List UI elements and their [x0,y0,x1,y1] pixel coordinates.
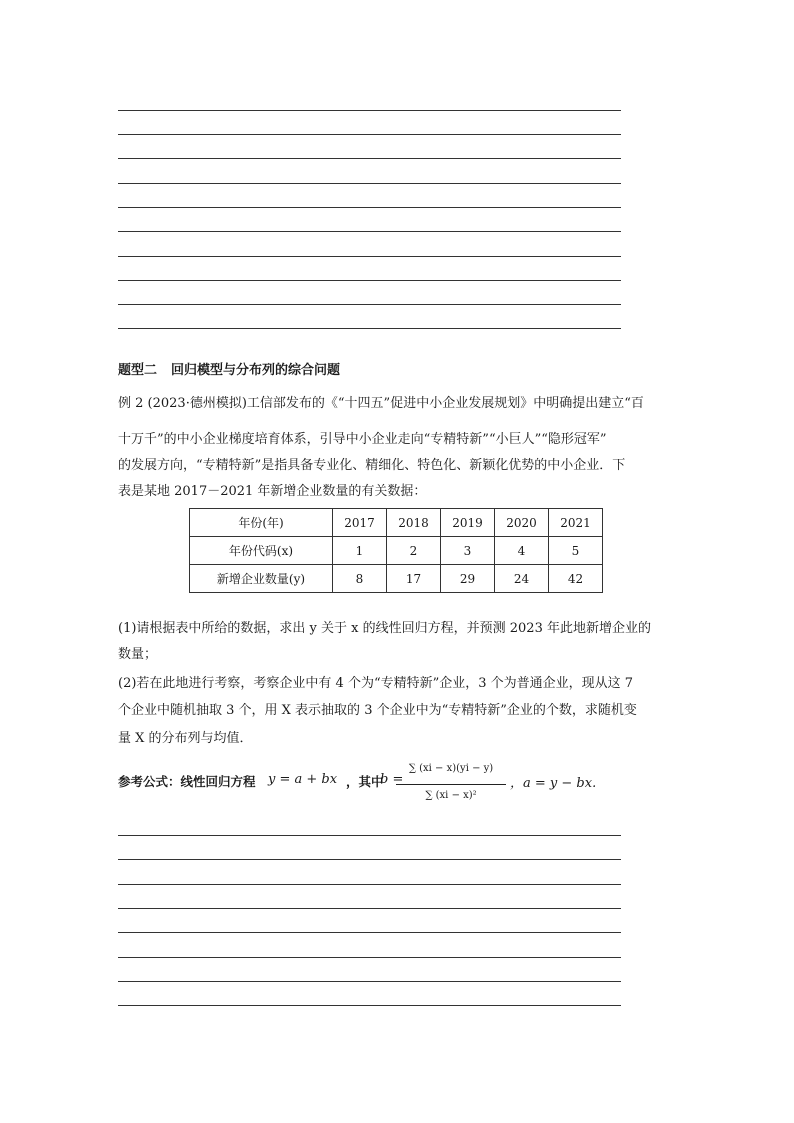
answer-line [118,1005,621,1006]
answer-line [118,183,621,184]
answer-line [118,304,621,305]
row-header-count: 新增企业数量(y) [190,565,333,593]
answer-line [118,207,621,208]
answer-line [118,231,621,232]
example-line-4: 表是某地 2017－2021 年新增企业数量的有关数据： [118,484,427,499]
table-cell: 8 [333,565,387,593]
question-1-line-2: 数量； [118,647,158,662]
section-label: 题型二 [118,363,158,378]
table-cell: 2021 [549,509,603,537]
table-row-count [190,565,603,593]
answer-line [118,932,621,933]
question-1-line-1: (1)请根据表中所给的数据，求出 y 关于 x 的线性回归方程，并预测 2023 年此地新增企业的 [118,621,651,636]
table-cell: 4 [495,537,549,565]
fraction-numerator: ∑ (xi − x)(yi − y) [396,758,506,785]
question-2-line-3: 量 X 的分布列与均值． [118,731,253,746]
table-cell: 1 [333,537,387,565]
fraction-denominator: ∑ (xi − x)² [425,790,477,801]
example-line-2: 十万千”的中小企业梯度培育体系，引导中小企业走向“专精特新”“小巨人”“隐形冠军” [118,432,607,447]
table-cell: 2 [387,537,441,565]
section-title [118,359,340,378]
table-cell: 24 [495,565,549,593]
answer-line [118,256,621,257]
b-hat-lhs: b = [380,772,404,787]
answer-line [118,134,621,135]
question-2-line-1: (2)若在此地进行考察，考察企业中有 4 个为“专精特新”企业，3 个为普通企业，现从这 7 [118,676,634,691]
answer-line [118,908,621,909]
row-header-code: 年份代码(x) [190,537,333,565]
table-cell: 17 [387,565,441,593]
table-cell: 29 [441,565,495,593]
table-cell: 42 [549,565,603,593]
table-row-year [190,509,603,537]
answer-line [118,981,621,982]
b-hat-fraction [396,758,506,805]
example-line-1: 例 2 (2023·德州模拟)工信部发布的《“十四五”促进中小企业发展规划》中明确提出建立“百 [118,396,644,411]
answer-line [118,110,621,111]
answer-line [118,835,621,836]
answer-line [118,158,621,159]
table-cell: 2019 [441,509,495,537]
table-row-code [190,537,603,565]
answer-line [118,859,621,860]
section-heading: 回归模型与分布列的综合问题 [171,363,341,378]
table-cell: 2017 [333,509,387,537]
answer-line [118,280,621,281]
answer-line [118,957,621,958]
where-text: ，其中 [346,774,384,789]
formula-label: 参考公式：线性回归方程 [118,774,256,789]
table-cell: 2018 [387,509,441,537]
reference-formula [118,758,638,818]
a-hat-expression: ，a = y − bx. [510,776,597,791]
table-cell: 3 [441,537,495,565]
table-cell: 5 [549,537,603,565]
data-table [189,508,603,593]
row-header-year: 年份(年) [190,509,333,537]
table-cell: 2020 [495,509,549,537]
regression-equation: y = a + bx [268,772,338,787]
question-2-line-2: 个企业中随机抽取 3 个，用 X 表示抽取的 3 个企业中为“专精特新”企业的个数，求随机变 [118,703,637,718]
answer-line [118,328,621,329]
example-line-3: 的发展方向，“专精特新”是指具备专业化、精细化、特色化、新颖化优势的中小企业．下 [118,458,626,473]
answer-line [118,884,621,885]
